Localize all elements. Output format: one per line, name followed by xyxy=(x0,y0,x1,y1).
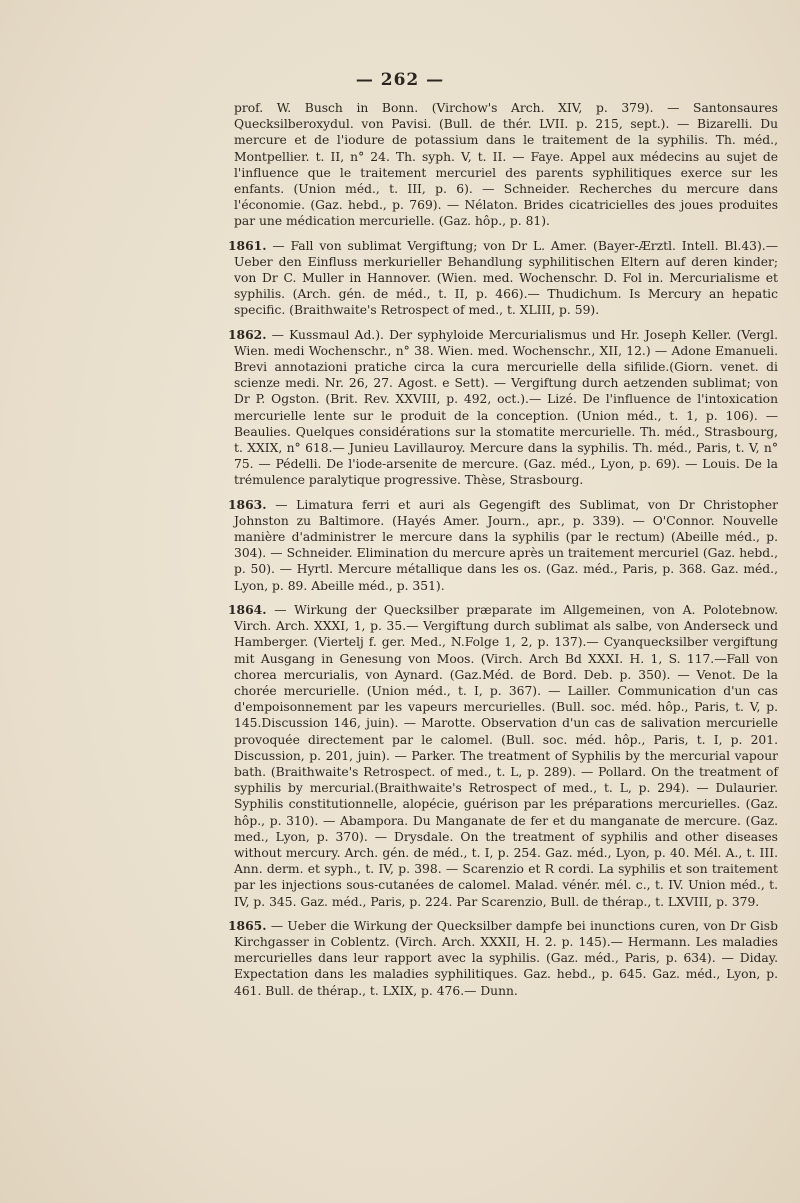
entry-1864 xyxy=(228,601,778,910)
entry-year: 1862. xyxy=(228,326,267,342)
entry-1863 xyxy=(228,496,778,594)
entry-year: 1865. xyxy=(228,917,267,933)
entry-text: — Ueber die Wirkung der Quecksilber dampfe bei inunctions curen, von Dr Gisb Kirchgasser in Coblentz. (Virch. Arch. XXXII, H. 2. p. 145).— Hermann. Les maladies mercurielles dans leur rapport avec la syphilis. (Gaz. méd., Paris, p. 634). — Diday. Expectation dans les maladies syphilitiques. Gaz. hebd., p. 645. Gaz. méd., Lyon, p. 461. Bull. de thérap., t. LXIX, p. 476.— Dunn. xyxy=(234,918,778,998)
entry-text: prof. W. Busch in Bonn. (Virchow's Arch. XIV, p. 379). — Santonsaures Quecksilberoxydul. von Pavisi. (Bull. de thér. LVII. p. 215, sept.). — Bizarelli. Du mercure et de l'iodure de potassium dans le traitement de la syphilis. Th. méd., Montpellier. t. II, n° 24. Th. syph. V, t. II. — Faye. Appel aux médecins au sujet de l'influence que le traitement mercuriel des parents syphilitiques exerce sur les enfants. (Union méd., t. III, p. 6). — Schneider. Recherches du mercure dans l'économie. (Gaz. hebd., p. 769). — Nélaton. Brides cicatricielles des joues produites par une médication mercurielle. (Gaz. hôp., p. 81). xyxy=(234,101,778,229)
entry-1862 xyxy=(228,326,778,489)
entry-text: — Limatura ferri et auri als Gegengift des Sublimat, von Dr Christopher Johnston zu Baltimore. (Hayés Amer. Journ., apr., p. 339). — O'Connor. Nouvelle manière d'administrer le mercure dans la syphilis (par le rectum) (Abeille méd., p. 304). — Schneider. Elimination du mercure après un traitement mercuriel (Gaz. hebd., p. 50). — Hyrtl. Mercure métallique dans les os. (Gaz. méd., Paris, p. 368. Gaz. méd., Lyon, p. 89. Abeille méd., p. 351). xyxy=(234,497,778,593)
entry-1861 xyxy=(228,237,778,319)
page-number: — 262 — xyxy=(355,70,445,90)
bibliography-body xyxy=(228,100,778,1007)
entry-continued xyxy=(234,100,778,230)
entry-1865 xyxy=(228,917,778,999)
entry-text: — Fall von sublimat Vergiftung; von Dr L. Amer. (Bayer-Ærztl. Intell. Bl.43).—Ueber den Einfluss merkurieller Behandlung syphilitischen Eltern auf deren kinder; von Dr C. Muller in Hannover. (Wien. med. Wochenschr. D. Fol in. Mercurialisme et syphilis. (Arch. gén. de méd., t. II, p. 466).— Thudichum. Is Mercury an hepatic specific. (Braithwaite's Retrospect of med., t. XLIII, p. 59). xyxy=(234,238,778,318)
entry-year: 1863. xyxy=(228,496,267,512)
entry-year: 1861. xyxy=(228,237,267,253)
entry-text: — Wirkung der Quecksilber præparate im Allgemeinen, von A. Polotebnow. Virch. Arch. XXXI, 1, p. 35.— Vergiftung durch sublimat als salbe, von Anderseck und Hamberger. (Viertelj f. ger. Med., N.Folge 1, 2, p. 137).— Cyanquecksilber vergiftung mit Ausgang in Genesung von Moos. (Virch. Arch Bd XXXI. H. 1, S. 117.—Fall von chorea mercurialis, von Aynard. (Gaz.Méd. de Bord. Deb. p. 350). — Venot. De la chorée mercurielle. (Union méd., t. I, p. 367). — Lailler. Communication d'un cas d'empoisonnement par les vapeurs mercurielles. (Bull. soc. méd. hôp., Paris, t. V, p. 145.Discussion 146, juin). — Marotte. Observation d'un cas de salivation mercurielle provoquée directement par le calomel. (Bull. soc. méd. hôp., Paris, t. I, p. 201. Discussion, p. 201, juin). — Parker. The treatment of Syphilis by the mercurial vapour bath. (Braithwaite's Retrospect. of med., t. L, p. 289). — Pollard. On the treatment of syphilis by mercurial.(Braithwaite's Retrospect of med., t. L, p. 294). — Dulaurier. Syphilis constitutionnelle, alopécie, guérison par les préparations mercurielles. (Gaz. hôp., p. 310). — Abampora. Du Manganate de fer et du manganate de mercure. (Gaz. med., Lyon, p. 370). — Drysdale. On the treatment of syphilis and other diseases without mercury. Arch. gén. de méd., t. I, p. 254. Gaz. méd., Lyon, p. 40. Mél. A., t. III. Ann. derm. et syph., t. IV, p. 398. — Scarenzio et R cordi. La syphilis et son traitement par les injections sous-cutanées de calomel. Malad. vénér. mél. c., t. IV. Union méd., t. IV, p. 345. Gaz. méd., Paris, p. 224. Par Scarenzio, Bull. de thérap., t. LXVIII, p. 379. xyxy=(234,602,778,909)
entry-year: 1864. xyxy=(228,601,267,617)
entry-text: — Kussmaul Ad.). Der syphyloide Mercurialismus und Hr. Joseph Keller. (Vergl. Wien. medi Wochenschr., n° 38. Wien. med. Wochenschr., XII, 12.) — Adone Emanueli. Brevi annotazioni pratiche circa la cura mercurielle della sifilide.(Giorn. venet. di scienze medi. Nr. 26, 27. Agost. e Sett). — Vergiftung durch aetzenden sublimat; von Dr P. Ogston. (Brit. Rev. XXVIII, p. 492, oct.).— Lizé. De l'influence de l'intoxication mercurielle lente sur le produit de la conception. (Union méd., t. 1, p. 106). — Beaulies. Quelques considérations sur la stomatite mercurielle. Th. méd., Strasbourg, t. XXIX, n° 618.— Junieu Lavillauroy. Mercure dans la syphilis. Th. méd., Paris, t. V, n° 75. — Pédelli. De l'iode-arsenite de mercure. (Gaz. méd., Lyon, p. 69). — Louis. De la trémulence paralytique progressive. Thèse, Strasbourg. xyxy=(234,327,778,488)
